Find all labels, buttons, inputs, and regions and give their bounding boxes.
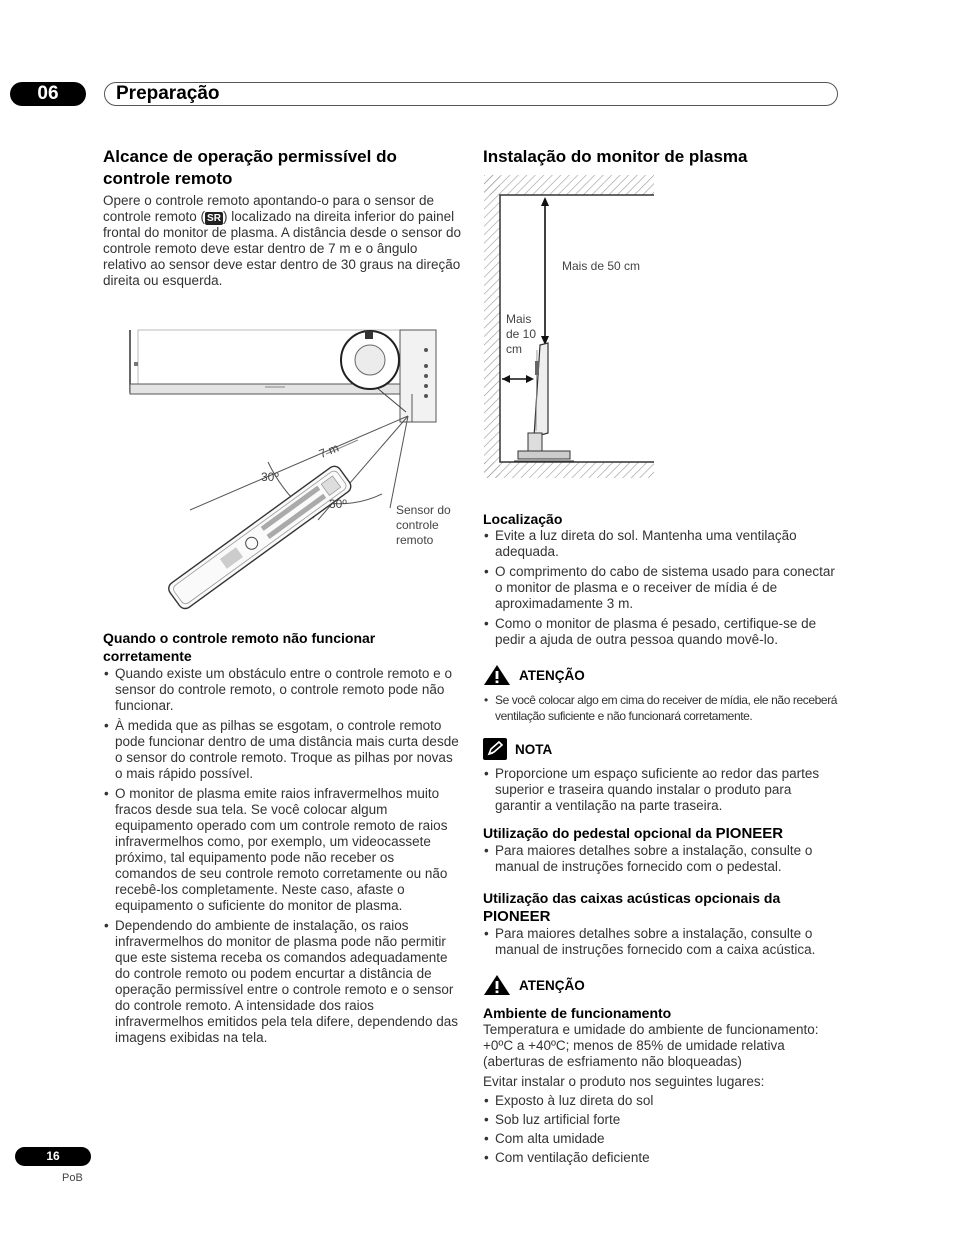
installation-title: Instalação do monitor de plasma bbox=[483, 147, 748, 166]
caution-block-2 bbox=[483, 974, 839, 996]
note-label: NOTA bbox=[515, 741, 553, 757]
stand-title bbox=[483, 824, 839, 843]
intro-text-1: Opere o controle remoto apontando-o para o sensor de controle remoto ( bbox=[103, 193, 434, 224]
list-item: • Para maiores detalhes sobre a instalação, consulte o manual de instruções fornecido com a caixa acústica. bbox=[483, 926, 839, 958]
list-item: • Para maiores detalhes sobre a instalação, consulte o manual de instruções fornecido com o pedestal. bbox=[483, 843, 839, 875]
chapter-number-badge: 06 bbox=[10, 82, 86, 106]
caution-label: ATENÇÃO bbox=[519, 667, 585, 683]
location-list bbox=[483, 528, 839, 648]
list-item: • Proporcione um espaço suficiente ao redor das partes superior e traseira quando instalar o produto para garantir a ventilação na parte traseira. bbox=[483, 766, 839, 814]
warning-triangle-icon bbox=[483, 974, 511, 996]
remote-range-diagram bbox=[100, 322, 470, 612]
remote-trouble-list bbox=[103, 666, 460, 1046]
remote-trouble-section bbox=[103, 629, 460, 1050]
speakers-list bbox=[483, 926, 839, 958]
note-list bbox=[483, 766, 839, 814]
caution-label-2: ATENÇÃO bbox=[519, 977, 585, 993]
list-item: • Evite a luz direta do sol. Mantenha uma ventilação adequada. bbox=[483, 528, 839, 560]
speakers-title bbox=[483, 889, 839, 926]
list-item: • O comprimento do cabo de sistema usado para conectar o monitor de plasma e o receiver de mídia é de aproximadamente 3 m. bbox=[483, 564, 839, 612]
speakers-title-brand: PIONEER bbox=[483, 908, 551, 925]
environment-title: Ambiente de funcionamento bbox=[483, 1005, 672, 1021]
remote-trouble-title: Quando o controle remoto não funcionar corretamente bbox=[103, 630, 376, 664]
note-pencil-icon bbox=[483, 738, 507, 760]
page-number-badge: 16 bbox=[15, 1147, 91, 1166]
installation-details bbox=[483, 510, 839, 1169]
list-item: • Com alta umidade bbox=[483, 1131, 839, 1147]
list-item: • À medida que as pilhas se esgotam, o controle remoto pode funcionar dentro de uma distância mais curta desde o sensor do controle remoto. Troque as pilhas por novas o mais rápido possível. bbox=[103, 718, 460, 782]
sr-sensor-badge: SR bbox=[207, 213, 221, 224]
sensor-label: Sensor do controle remoto bbox=[396, 503, 451, 547]
intro-text-2: ) localizado na direita inferior do painel frontal do monitor de plasma. A distância desde o sensor do controle remoto deve estar dentro de 7 m e o ângulo relativo ao sensor deve estar dentro de 30 graus na direção direita ou esquerda. bbox=[103, 209, 461, 288]
speakers-title-text: Utilização das caixas acústicas opcionais da bbox=[483, 890, 781, 906]
list-item: • Como o monitor de plasma é pesado, certifique-se de pedir a ajuda de outra pessoa quando movê-lo. bbox=[483, 616, 839, 648]
environment-text: Temperatura e umidade do ambiente de funcionamento: +0ºC a +40ºC; menos de 85% de umidade relativa (aberturas de esfriamento não bloqueadas) bbox=[483, 1022, 819, 1069]
warning-triangle-icon bbox=[483, 664, 511, 686]
side-clearance-label: Mais de 10 cm bbox=[506, 312, 537, 356]
stand-title-brand: PIONEER bbox=[715, 825, 784, 842]
list-item: • Quando existe um obstáculo entre o controle remoto e o sensor do controle remoto, o controle remoto pode não funcionar. bbox=[103, 666, 460, 714]
caution-block bbox=[483, 664, 839, 686]
location-title: Localização bbox=[483, 511, 563, 527]
remote-range-intro bbox=[103, 193, 463, 289]
avoid-list bbox=[483, 1093, 839, 1166]
top-clearance-label: Mais de 50 cm bbox=[562, 259, 641, 273]
list-item: • O monitor de plasma emite raios infravermelhos muito fracos desde sua tela. Se você colocar algum equipamento operado com um controle remoto de raios infravermelhos como, por exemplo, um videocassete próximo, tal equipamento pode não receber os comandos de seu controle remoto corretamente ou não recebê-los completamente. Neste caso, afaste o equipamento o suficiente do monitor de plasma. bbox=[103, 786, 460, 914]
note-block bbox=[483, 738, 839, 760]
installation-section bbox=[483, 146, 838, 168]
chapter-title: Preparação bbox=[116, 83, 220, 104]
caution-list bbox=[483, 692, 839, 724]
range-distance-label: 7 m bbox=[317, 440, 341, 461]
list-item: • Dependendo do ambiente de instalação, os raios infravermelhos do monitor de plasma pode não permitir que este sistema receba os comandos adequadamente do controle remoto ou podem encurtar a distância de operação permissível entre o controle remoto e o sensor do controle remoto. A intensidade dos raios infravermelhos emitidos pela tela difere, dependendo das imagens exibidas na tela. bbox=[103, 918, 460, 1046]
stand-title-text: Utilização do pedestal opcional da bbox=[483, 825, 716, 841]
remote-range-title: Alcance de operação permissível do controle remoto bbox=[103, 147, 397, 188]
list-item: • Com ventilação deficiente bbox=[483, 1150, 839, 1166]
angle-right-label: 30º bbox=[329, 497, 347, 511]
avoid-text: Evitar instalar o produto nos seguintes lugares: bbox=[483, 1074, 765, 1089]
list-item: • Se você colocar algo em cima do receiver de mídia, ele não receberá ventilação suficiente e não funcionará corretamente. bbox=[483, 692, 839, 724]
remote-range-section bbox=[103, 146, 463, 289]
stand-list bbox=[483, 843, 839, 875]
language-code: PoB bbox=[62, 1172, 83, 1184]
list-item: • Exposto à luz direta do sol bbox=[483, 1093, 839, 1109]
angle-left-label: 30º bbox=[261, 470, 279, 484]
list-item: • Sob luz artificial forte bbox=[483, 1112, 839, 1128]
